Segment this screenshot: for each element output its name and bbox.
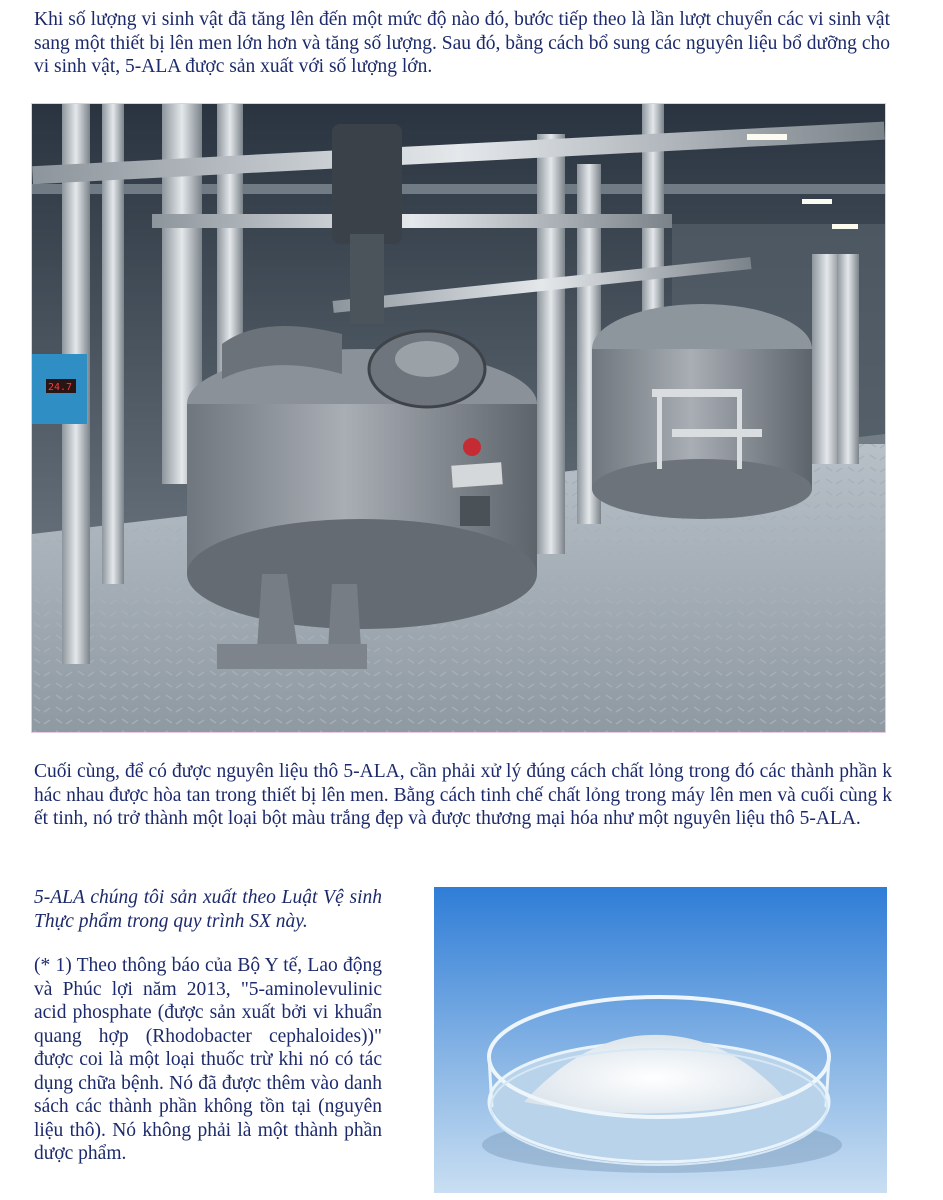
- final-paragraph: Cuối cùng, để có được nguyên liệu thô 5-ALA, cần phải xử lý đúng cách chất lỏng trong đó các thành phần khác nhau được hòa tan trong thiết bị lên men. Bằng cách tinh chế chất lỏng trong máy lên men và cuối cùng kết tinh, nó trở thành một loại bột màu trắng đẹp và được thương mại hóa như một nguyên liệu thô 5-ALA.: [34, 761, 892, 829]
- ministry-footnote: (* 1) Theo thông báo của Bộ Y tế, Lao động và Phúc lợi năm 2013, "5-aminolevulinic acid phosphate (được sản xuất bởi vi khuẩn quang hợp (Rhodobacter cephaloides))" được coi là một loại thuốc trừ khi nó có tác dụng chữa bệnh. Nó đã được thêm vào danh sách các thành phần không tồn tại (nguyên liệu thô). Nó không phải là một thành phần dược phẩm.: [34, 955, 382, 1164]
- svg-text:24.7: 24.7: [48, 382, 73, 393]
- intro-paragraph: Khi số lượng vi sinh vật đã tăng lên đến một mức độ nào đó, bước tiếp theo là lần lượt chuyển các vi sinh vật sang một thiết bị lên men lớn hơn và tăng số lượng. Sau đó, bằng cách bổ sung các nguyên liệu bổ dưỡng cho vi sinh vật, 5-ALA được sản xuất với số lượng lớn.: [34, 9, 890, 77]
- food-law-note: 5-ALA chúng tôi sản xuất theo Luật Vệ sinh Thực phẩm trong quy trình SX này.: [34, 887, 382, 932]
- production-note: [34, 886, 382, 1166]
- fermentation-plant-photo: [31, 103, 886, 733]
- petri-dish-photo: [434, 887, 887, 1193]
